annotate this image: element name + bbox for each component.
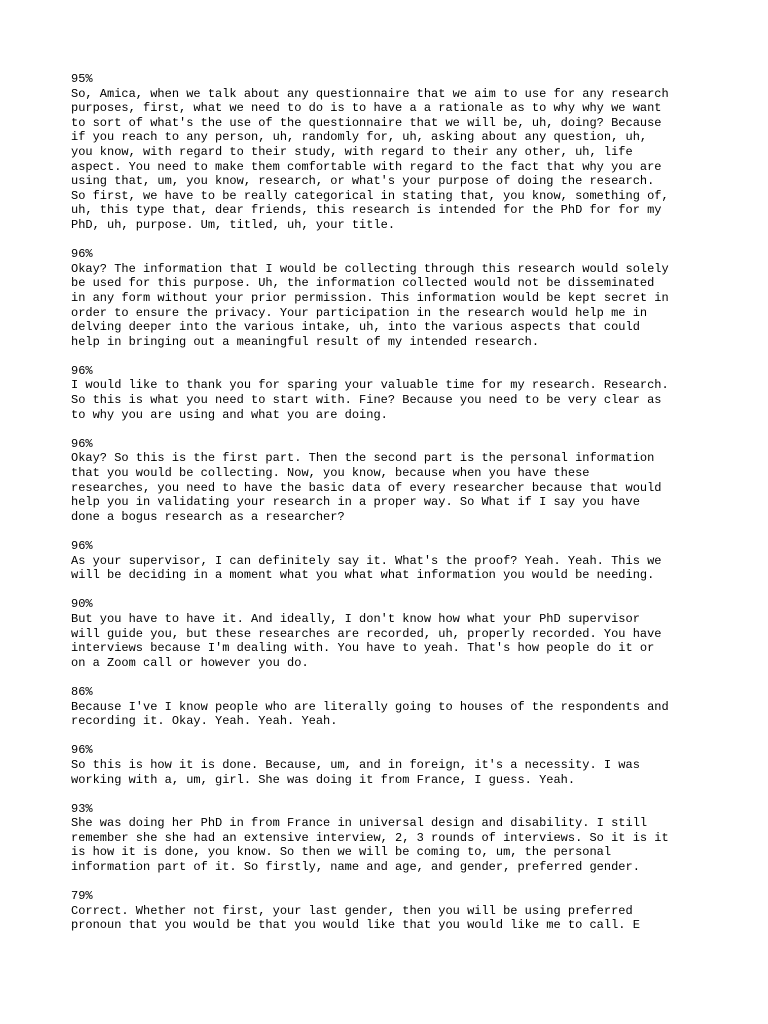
segment-text: Correct. Whether not first, your last gender, then you will be using preferred pronoun that you would be that you would like that you would like me to call. E <box>71 903 640 933</box>
confidence-score: 96% <box>71 363 93 378</box>
confidence-score: 95% <box>71 72 93 86</box>
transcript-segment <box>71 247 731 349</box>
segment-text: As your supervisor, I can definitely say it. What's the proof? Yeah. Yeah. This we will be deciding in a moment what you what what information you would be needing. <box>71 553 662 583</box>
transcript-segment <box>71 72 731 233</box>
confidence-score: 79% <box>71 889 93 904</box>
confidence-score: 96% <box>71 247 93 262</box>
segment-text: Okay? So this is the first part. Then the second part is the personal information that you would be collecting. Now, you know, because when you have these researches, you need to have the basic data of every researcher because that would help you in validating your research in a proper way. So What if I say you have done a bogus research as a researcher? <box>71 451 662 524</box>
transcript-page <box>71 72 731 948</box>
segment-text: Because I've I know people who are literally going to houses of the respondents and recording it. Okay. Yeah. Yeah. Yeah. <box>71 699 669 729</box>
transcript-segment <box>71 802 731 875</box>
segment-text: She was doing her PhD in from France in universal design and disability. I still remember she she had an extensive interview, 2, 3 rounds of interviews. So it is it is how it is done, you know. So then we will be coming to, um, the personal information part of it. So firstly, name and age, and gender, preferred gender. <box>71 816 669 875</box>
confidence-score: 96% <box>71 436 93 451</box>
transcript-segment <box>71 889 731 933</box>
transcript-segment <box>71 685 731 729</box>
confidence-score: 90% <box>71 597 93 612</box>
confidence-score: 96% <box>71 743 93 758</box>
transcript-segment <box>71 743 731 787</box>
segment-text: Okay? The information that I would be collecting through this research would solely be used for this purpose. Uh, the information collected would not be disseminated in any form without your prior permission. This information would be kept secret in order to ensure the privacy. Your participation in the research would help me in delving deeper into the various intake, uh, into the various aspects that could help in bringing out a meaningful result of my intended research. <box>71 261 669 349</box>
segment-text: So this is how it is done. Because, um, and in foreign, it's a necessity. I was working with a, um, girl. She was doing it from France, I guess. Yeah. <box>71 757 640 787</box>
confidence-score: 96% <box>71 539 93 553</box>
segment-text: I would like to thank you for sparing your valuable time for my research. Research. So this is what you need to start with. Fine? Because you need to be very clear as to why you are using and what you are doing. <box>71 378 669 422</box>
segment-text: So, Amica, when we talk about any questionnaire that we aim to use for any research purposes, first, what we need to do is to have a a rationale as to why why we want to sort of what's the use of the questionnaire that we will be, uh, doing? Because if you reach to any person, uh, randomly for, uh, asking about any question, uh, you know, with regard to their study, with regard to their any other, uh, life aspect. You need to make them comfortable with regard to the fact that why you are using that, um, you know, research, or what's your purpose of doing the research. So first, we have to be really categorical in stating that, you know, something of, uh, this type that, dear friends, this research is intended for the PhD for for my PhD, uh, purpose. Um, titled, uh, your title. <box>71 86 669 232</box>
transcript-segment <box>71 437 731 525</box>
segment-text: But you have to have it. And ideally, I don't know how what your PhD supervisor will guide you, but these researches are recorded, uh, properly recorded. You have interviews because I'm dealing with. You have to yeah. That's how people do it or on a Zoom call or however you do. <box>71 611 662 670</box>
transcript-segment <box>71 597 731 670</box>
transcript-segment <box>71 364 731 422</box>
confidence-score: 86% <box>71 684 93 699</box>
transcript-segment <box>71 539 731 583</box>
confidence-score: 93% <box>71 801 93 816</box>
